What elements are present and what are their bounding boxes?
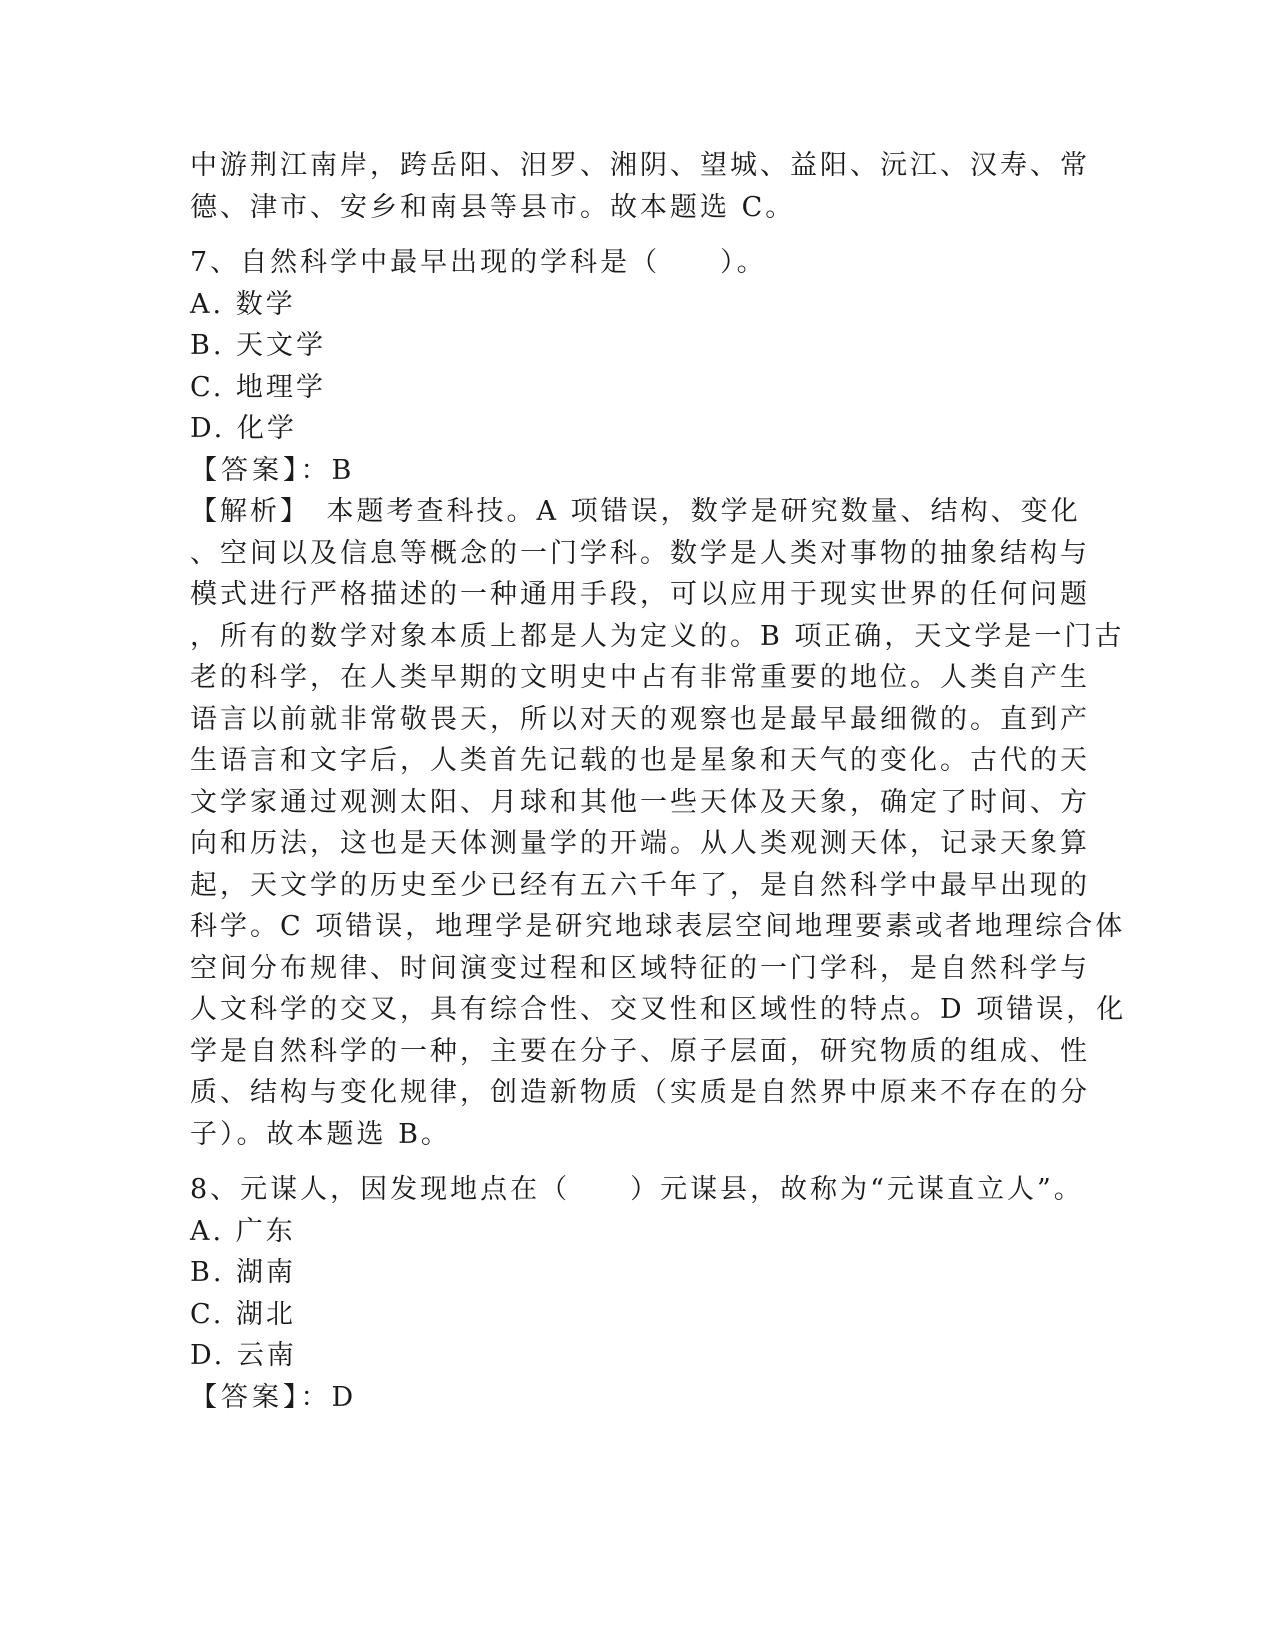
analysis-line: 人文科学的交叉，具有综合性、交叉性和区域性的特点。D 项错误，化 — [190, 994, 1127, 1025]
question-8-option-c: C. 湖北 — [190, 1298, 296, 1330]
question-7-option-c: C. 地理学 — [190, 371, 326, 403]
analysis-line: 起，天文学的历史至少已经有五六千年了，是自然科学中最早出现的 — [190, 869, 1090, 901]
question-8-option-a: A. 广东 — [190, 1215, 296, 1247]
analysis-line: 质、结构与变化规律，创造新物质（实质是自然界中原来不存在的分 — [190, 1077, 1090, 1108]
question-7-answer: 【答案】：B — [190, 454, 356, 486]
analysis-line: 生语言和文字后，人类首先记载的也是星象和天气的变化。古代的天 — [190, 745, 1090, 776]
text-line: 德、津市、安乡和南县等县市。故本题选 C。 — [190, 191, 796, 223]
previous-analysis-continuation — [190, 145, 1090, 228]
analysis-line: 模式进行严格描述的一种通用手段，可以应用于现实世界的任何问题 — [190, 579, 1090, 610]
analysis-line: 学是自然科学的一种，主要在分子、原子层面，研究物质的组成、性 — [190, 1035, 1090, 1067]
question-8-answer: 【答案】：D — [190, 1381, 358, 1413]
page-content — [190, 145, 1127, 1418]
question-8-option-b: B. 湖南 — [190, 1257, 297, 1288]
question-7-option-a: A. 数学 — [190, 288, 296, 320]
analysis-line: 语言以前就非常敬畏天，所以对天的观察也是最早最细微的。直到产 — [190, 703, 1090, 735]
analysis-line: 向和历法，这也是天体测量学的开端。从人类观测天体，记录天象算 — [190, 828, 1090, 859]
analysis-line: 文学家通过观测太阳、月球和其他一些天体及天象，确定了时间、方 — [190, 786, 1090, 818]
question-7-analysis — [190, 491, 1127, 1155]
question-7-option-d: D. 化学 — [190, 413, 297, 444]
analysis-line: 空间分布规律、时间演变过程和区域特征的一门学科，是自然科学与 — [190, 952, 1090, 984]
analysis-line: ，所有的数学对象本质上都是人为定义的。B 项正确，天文学是一门古 — [190, 620, 1125, 652]
question-8 — [190, 1169, 1090, 1418]
analysis-line: 子）。故本题选 B。 — [190, 1118, 451, 1150]
analysis-line: 【解析】 本题考查科技。A 项错误，数学是研究数量、结构、变化 — [190, 496, 1081, 527]
question-8-option-d: D. 云南 — [190, 1340, 297, 1371]
question-8-stem: 8、元谋人，因发现地点在（ ）元谋县，故称为“元谋直立人”。 — [190, 1174, 1084, 1205]
text-line: 中游荆江南岸，跨岳阳、汨罗、湘阴、望城、益阳、沅江、汉寿、常 — [190, 150, 1090, 181]
question-7 — [190, 242, 1127, 1155]
analysis-line: 老的科学，在人类早期的文明史中占有非常重要的地位。人类自产生 — [190, 662, 1090, 693]
question-7-stem: 7、自然科学中最早出现的学科是（ ）。 — [190, 247, 767, 278]
analysis-line: 科学。C 项错误，地理学是研究地球表层空间地理要素或者地理综合体 — [190, 911, 1126, 942]
question-7-option-b: B. 天文学 — [190, 330, 327, 361]
analysis-line: 、空间以及信息等概念的一门学科。数学是人类对事物的抽象结构与 — [190, 537, 1090, 569]
